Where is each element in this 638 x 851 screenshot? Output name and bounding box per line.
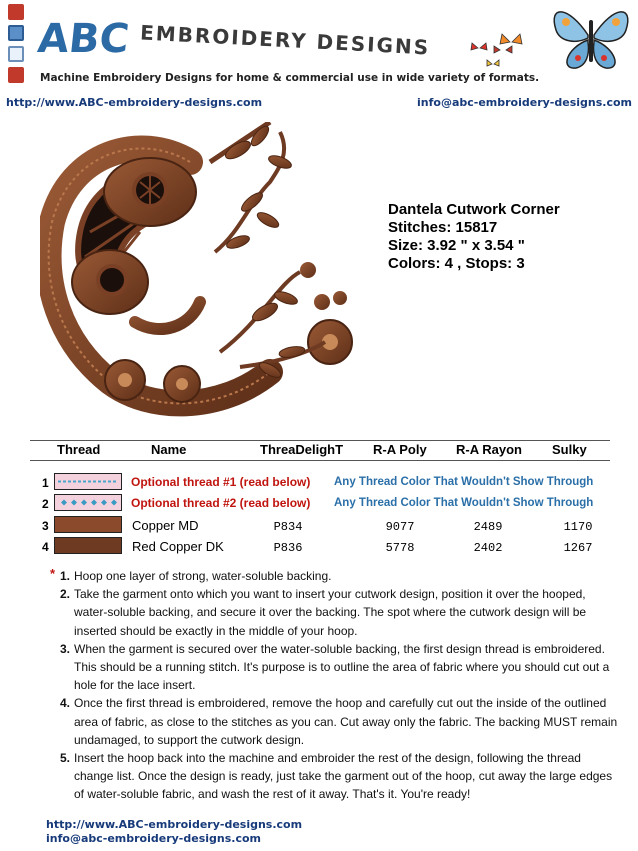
- optional-thread-label: Optional thread #2 (read below): [131, 496, 311, 510]
- design-info: [388, 201, 560, 273]
- ra-rayon-code: 2402: [473, 541, 503, 555]
- step-number: 4.: [60, 696, 71, 711]
- asterisk-marker: *: [50, 566, 56, 581]
- threadelight-code: P836: [273, 541, 303, 555]
- table-row: [30, 493, 610, 513]
- threadelight-code: P834: [273, 520, 303, 534]
- thread-swatch: [54, 473, 122, 490]
- optional-thread-label: Optional thread #1 (read below): [131, 475, 311, 489]
- embroidery-design-image: [40, 122, 372, 422]
- step-text: Take the garment onto which you want to insert your cutwork design, position it over the hooped, water-soluble backing, and secure it over the backing. The spot where the cutwork design will be inserted should be exactly in the middle of your hoop.: [74, 587, 587, 638]
- thread-name: Red Copper DK: [132, 539, 224, 554]
- small-butterfly-icon: [494, 34, 522, 53]
- step-number: 1.: [60, 569, 71, 583]
- instructions: [50, 567, 620, 804]
- ra-rayon-code: 2489: [473, 520, 503, 534]
- col-header-ra-poly: R-A Poly: [373, 442, 427, 457]
- optional-thread-note: Any Thread Color That Wouldn't Show Through: [334, 476, 594, 488]
- logo-subtitle: EMBROIDERY DESIGNS: [139, 20, 431, 60]
- small-butterfly-icon: [487, 60, 499, 66]
- optional-thread-note: Any Thread Color That Wouldn't Show Through: [334, 497, 594, 509]
- thread-number: 1: [42, 476, 49, 490]
- thread-swatch: [54, 516, 122, 533]
- col-header-threadelight: ThreaDelighT: [260, 442, 344, 457]
- step-text: Once the first thread is embroidered, remove the hoop and carefully cut out the inside of the outlined area of fabric, as close to the stitches as you can. Cut away only the fabric. The backing MUST remain undamaged, to support the cutwork design.: [74, 696, 618, 747]
- table-row: [30, 515, 610, 535]
- thread-number: 2: [42, 497, 49, 511]
- instruction-step: [50, 640, 620, 695]
- thread-swatch: [54, 537, 122, 554]
- blue-square-icon: [8, 25, 24, 41]
- instruction-step: [50, 585, 620, 640]
- instruction-step: [50, 567, 620, 585]
- step-text: When the garment is secured over the water-soluble backing, the first design thread is embroidered. This should be a running stitch. It's purpose is to outline the area of fabric where you should cut out a hole for the lace insert.: [74, 641, 610, 693]
- sulky-code: 1267: [563, 541, 593, 555]
- footer-website-link[interactable]: http://www.ABC-embroidery-designs.com: [46, 818, 303, 831]
- tagline: Machine Embroidery Designs for home & commercial use in wide variety of formats.: [40, 72, 540, 84]
- ra-poly-code: 9077: [385, 520, 415, 534]
- design-stitches: Stitches: 15817: [388, 219, 498, 236]
- thread-number: 4: [42, 540, 49, 554]
- email-link[interactable]: info@abc-embroidery-designs.com: [417, 96, 632, 109]
- step-number: 2.: [60, 587, 71, 602]
- step-number: 3.: [60, 641, 71, 656]
- red-square-icon: [8, 4, 24, 20]
- col-header-thread: Thread: [57, 442, 101, 457]
- design-size: Size: 3.92 " x 3.54 ": [388, 237, 525, 254]
- design-name: Dantela Cutwork Corner: [388, 201, 560, 218]
- red-square-icon: [8, 67, 24, 83]
- thread-number: 3: [42, 519, 49, 533]
- thread-name: Copper MD: [132, 518, 199, 533]
- thread-swatch: [54, 494, 122, 511]
- logo-abc: ABC: [35, 16, 132, 62]
- instruction-step: [50, 694, 620, 749]
- step-text: Insert the hoop back into the machine and embroider the rest of the design, following the thread change list. Once the design is ready, just take the garment out of the hoop, cut away the large edges of water-soluble fabric, and wash the rest of it away. That's it. You're ready!: [74, 751, 613, 802]
- col-header-ra-rayon: R-A Rayon: [456, 442, 522, 457]
- table-row: [30, 536, 610, 556]
- small-butterfly-icon: [471, 43, 487, 50]
- large-butterfly-icon: [554, 12, 628, 68]
- website-link[interactable]: http://www.ABC-embroidery-designs.com: [6, 96, 263, 109]
- footer-email-link[interactable]: info@abc-embroidery-designs.com: [46, 832, 261, 845]
- spool-icon: [8, 46, 24, 62]
- col-header-name: Name: [151, 442, 187, 457]
- instruction-step: [50, 749, 620, 804]
- table-row: [30, 472, 610, 492]
- sulky-code: 1170: [563, 520, 593, 534]
- design-colors: Colors: 4 , Stops: 3: [388, 255, 525, 272]
- page-header: [0, 0, 638, 92]
- step-number: 5.: [60, 751, 71, 766]
- butterflies-illustration: [448, 0, 638, 80]
- decorative-icons: [6, 4, 30, 88]
- ra-poly-code: 5778: [385, 541, 415, 555]
- step-text: Hoop one layer of strong, water-soluble backing.: [74, 569, 332, 583]
- col-header-sulky: Sulky: [552, 442, 587, 457]
